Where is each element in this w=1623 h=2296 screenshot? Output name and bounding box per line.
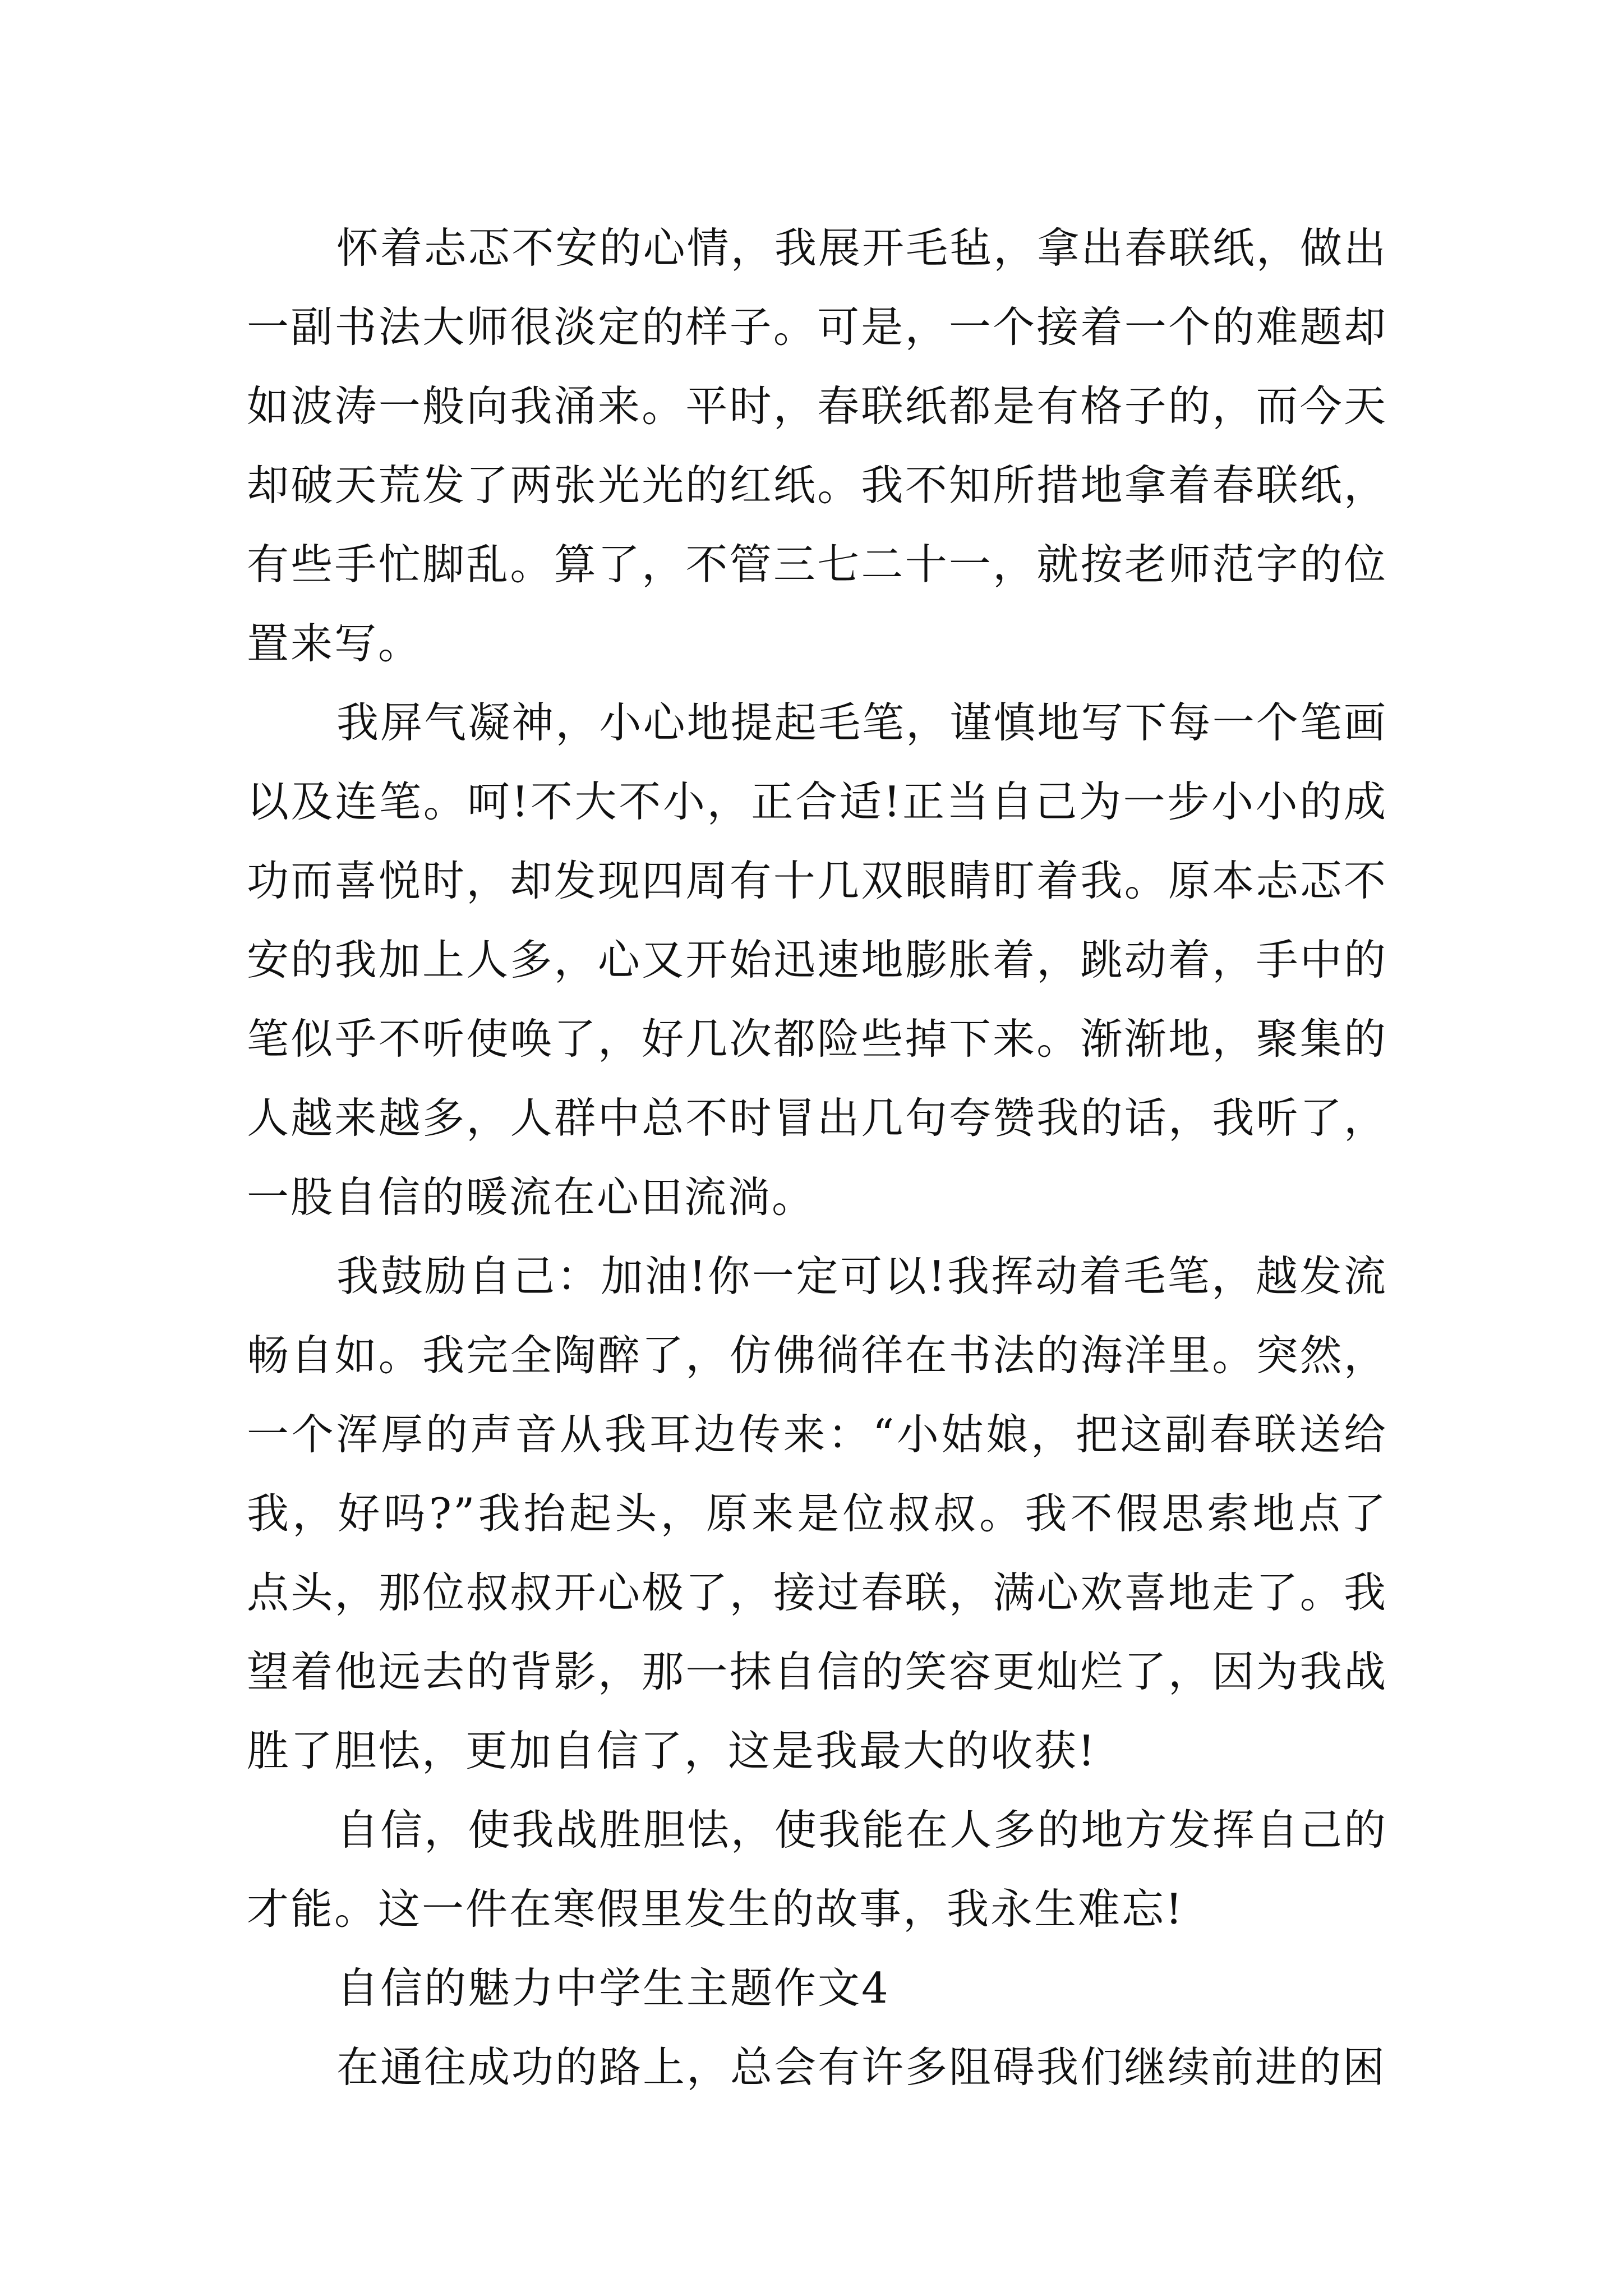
paragraph-1: 怀着忐忑不安的心情，我展开毛毡，拿出春联纸，做出一副书法大师很淡定的样子。可是，一个接着一个的难题却如波涛一般向我涌来。平时，春联纸都是有格子的，而今天却破天荒发了两张光光的红纸。我不知所措地拿着春联纸，有些手忙脚乱。算了，不管三七二十一，就按老师范字的位置来写。: [247, 223, 1387, 668]
text-column: [247, 209, 1387, 2107]
paragraph-4: 自信，使我战胜胆怯，使我能在人多的地方发挥自己的才能。这一件在寒假里发生的故事，我永生难忘!: [247, 1805, 1387, 1934]
section-heading: 自信的魅力中学生主题作文4: [336, 1963, 890, 2013]
paragraph-3: 我鼓励自己：加油!你一定可以!我挥动着毛笔，越发流畅自如。我完全陶醉了，仿佛徜徉在书法的海洋里。突然，一个浑厚的声音从我耳边传来：“小姑娘，把这副春联送给我，好吗?”我抬起头，原来是位叔叔。我不假思索地点了点头，那位叔叔开心极了，接过春联，满心欢喜地走了。我望着他远去的背影，那一抹自信的笑容更灿烂了，因为我战胜了胆怯，更加自信了，这是我最大的收获!: [247, 1251, 1387, 1775]
paragraph-5: 在通往成功的路上，总会有许多阻碍我们继续前进的困: [336, 2042, 1387, 2092]
paragraph-2: 我屏气凝神，小心地提起毛笔，谨慎地写下每一个笔画以及连笔。呵!不大不小，正合适!正当自己为一步小小的成功而喜悦时，却发现四周有十几双眼睛盯着我。原本忐忑不安的我加上人多，心又开始迅速地膨胀着，跳动着，手中的笔似乎不听使唤了，好几次都险些掉下来。渐渐地，聚集的人越来越多，人群中总不时冒出几句夸赞我的话，我听了，一股自信的暖流在心田流淌。: [247, 698, 1387, 1222]
